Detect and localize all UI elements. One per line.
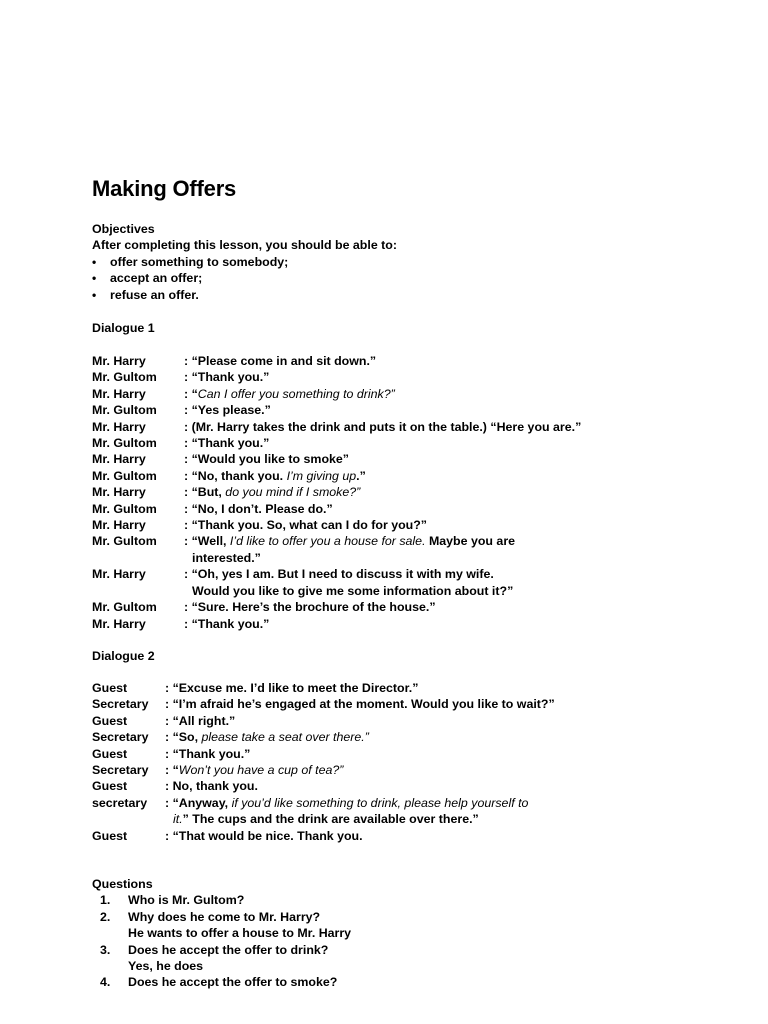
utterance: : “No, I don’t. Please do.” (184, 501, 333, 516)
speaker: Mr. Harry (92, 567, 146, 582)
speaker: Mr. Gultom (92, 534, 157, 549)
dialogue-line (92, 795, 555, 828)
utterance: : “Thank you.” (165, 746, 251, 761)
answer-text: He wants to offer a house to Mr. Harry (128, 926, 352, 941)
speaker: Mr. Harry (92, 616, 146, 631)
dialogue-line (92, 517, 581, 533)
utterance: : “Anyway, if you’d like something to drink, please help yourself to it.” The cups and the drink are available over there.” (165, 795, 529, 827)
speaker: Secretary (92, 763, 149, 778)
dialogue-line (92, 696, 555, 712)
questions-section (92, 876, 351, 991)
objectives-intro: After completing this lesson, you should be able to: (92, 238, 397, 253)
dialogue-line (92, 680, 555, 696)
utterance: : No, thank you. (165, 779, 258, 794)
utterance: : “That would be nice. Thank you. (165, 828, 363, 843)
speaker: Guest (92, 779, 128, 794)
utterance: : “But, do you mind if I smoke?” (184, 485, 361, 500)
speaker: Secretary (92, 730, 149, 745)
dialogue2-lines (92, 680, 555, 844)
speaker: Mr. Harry (92, 485, 146, 500)
utterance: : “So, please take a seat over there.” (165, 730, 369, 745)
bullet-icon: • (92, 271, 97, 286)
speaker: Guest (92, 828, 128, 843)
speaker: Mr. Harry (92, 518, 146, 533)
utterance: : “Oh, yes I am. But I need to discuss it with my wife. Would you like to give me some information about it?” (184, 567, 514, 598)
utterance: : “Sure. Here’s the brochure of the house.” (184, 600, 436, 615)
utterance: : “Yes please.” (184, 403, 271, 418)
speaker: Mr. Harry (92, 419, 146, 434)
dialogue-line (92, 566, 581, 599)
page-title: Making Offers (92, 176, 237, 201)
bullet-icon: • (92, 287, 97, 302)
question-item: 4. Does he accept the offer to smoke? (100, 975, 338, 990)
bullet-icon: • (92, 254, 97, 269)
speaker: Guest (92, 713, 128, 728)
objective-item: • accept an offer; (92, 271, 203, 286)
utterance: : “Please come in and sit down.” (184, 354, 377, 368)
speaker: Mr. Gultom (92, 436, 157, 451)
dialogue2-heading: Dialogue 2 (92, 649, 155, 663)
dialogue-line (92, 713, 555, 729)
dialogue1-lines (92, 353, 581, 632)
answer-text: Yes, he does (128, 958, 204, 973)
dialogue-line (92, 353, 581, 369)
speaker: secretary (92, 795, 148, 810)
dialogue-line (92, 369, 581, 385)
dialogue-line (92, 484, 581, 500)
speaker: Mr. Gultom (92, 600, 157, 615)
utterance: : (Mr. Harry takes the drink and puts it on the table.) “Here you are.” (184, 419, 582, 434)
question-item: 1. Who is Mr. Gultom? (100, 893, 245, 908)
dialogue-line (92, 435, 581, 451)
dialogue-line (92, 451, 581, 467)
utterance: : “Won’t you have a cup of tea?” (165, 763, 344, 778)
speaker: Mr. Gultom (92, 370, 157, 385)
objectives-section (92, 221, 397, 303)
speaker: Mr. Harry (92, 386, 146, 401)
utterance: : “I’m afraid he’s engaged at the moment. Would you like to wait?” (165, 697, 555, 712)
speaker: Mr. Gultom (92, 403, 157, 418)
questions-heading: Questions (92, 877, 153, 891)
objectives-heading: Objectives (92, 222, 155, 236)
utterance: : “Can I offer you something to drink?” (184, 386, 395, 401)
utterance: : “Thank you.” (184, 436, 270, 451)
dialogue-line (92, 533, 581, 566)
utterance: : “All right.” (165, 713, 236, 728)
dialogue-line (92, 419, 581, 435)
question-item: 3. Does he accept the offer to drink? (100, 942, 329, 957)
utterance: : “No, thank you. I’m giving up.” (184, 468, 366, 483)
dialogue-line (92, 501, 581, 517)
utterance: : “Thank you.” (184, 370, 270, 385)
dialogue-line (92, 729, 555, 745)
objective-item: • offer something to somebody; (92, 254, 289, 269)
dialogue-line (92, 828, 555, 844)
dialogue-line (92, 402, 581, 418)
utterance: : “Excuse me. I’d like to meet the Director.” (165, 681, 419, 695)
dialogue-line (92, 778, 555, 794)
utterance: : “Well, I’d like to offer you a house for sale. Maybe you are interested.” (184, 534, 516, 565)
utterance: : “Thank you. So, what can I do for you?” (184, 518, 428, 533)
speaker: Mr. Gultom (92, 468, 157, 483)
dialogue-line (92, 762, 555, 778)
speaker: Mr. Harry (92, 452, 146, 467)
question-item: 2. Why does he come to Mr. Harry? (100, 909, 321, 924)
speaker: Mr. Harry (92, 354, 146, 368)
dialogue1-heading: Dialogue 1 (92, 321, 155, 335)
speaker: Guest (92, 681, 128, 695)
speaker: Guest (92, 746, 128, 761)
speaker: Mr. Gultom (92, 501, 157, 516)
dialogue-line (92, 468, 581, 484)
utterance: : “Thank you.” (184, 616, 270, 631)
objective-item: • refuse an offer. (92, 287, 199, 302)
dialogue-line (92, 599, 581, 615)
speaker: Secretary (92, 697, 149, 712)
dialogue-line (92, 386, 581, 402)
utterance: : “Would you like to smoke” (184, 452, 349, 467)
dialogue-line (92, 616, 581, 632)
dialogue-line (92, 746, 555, 762)
